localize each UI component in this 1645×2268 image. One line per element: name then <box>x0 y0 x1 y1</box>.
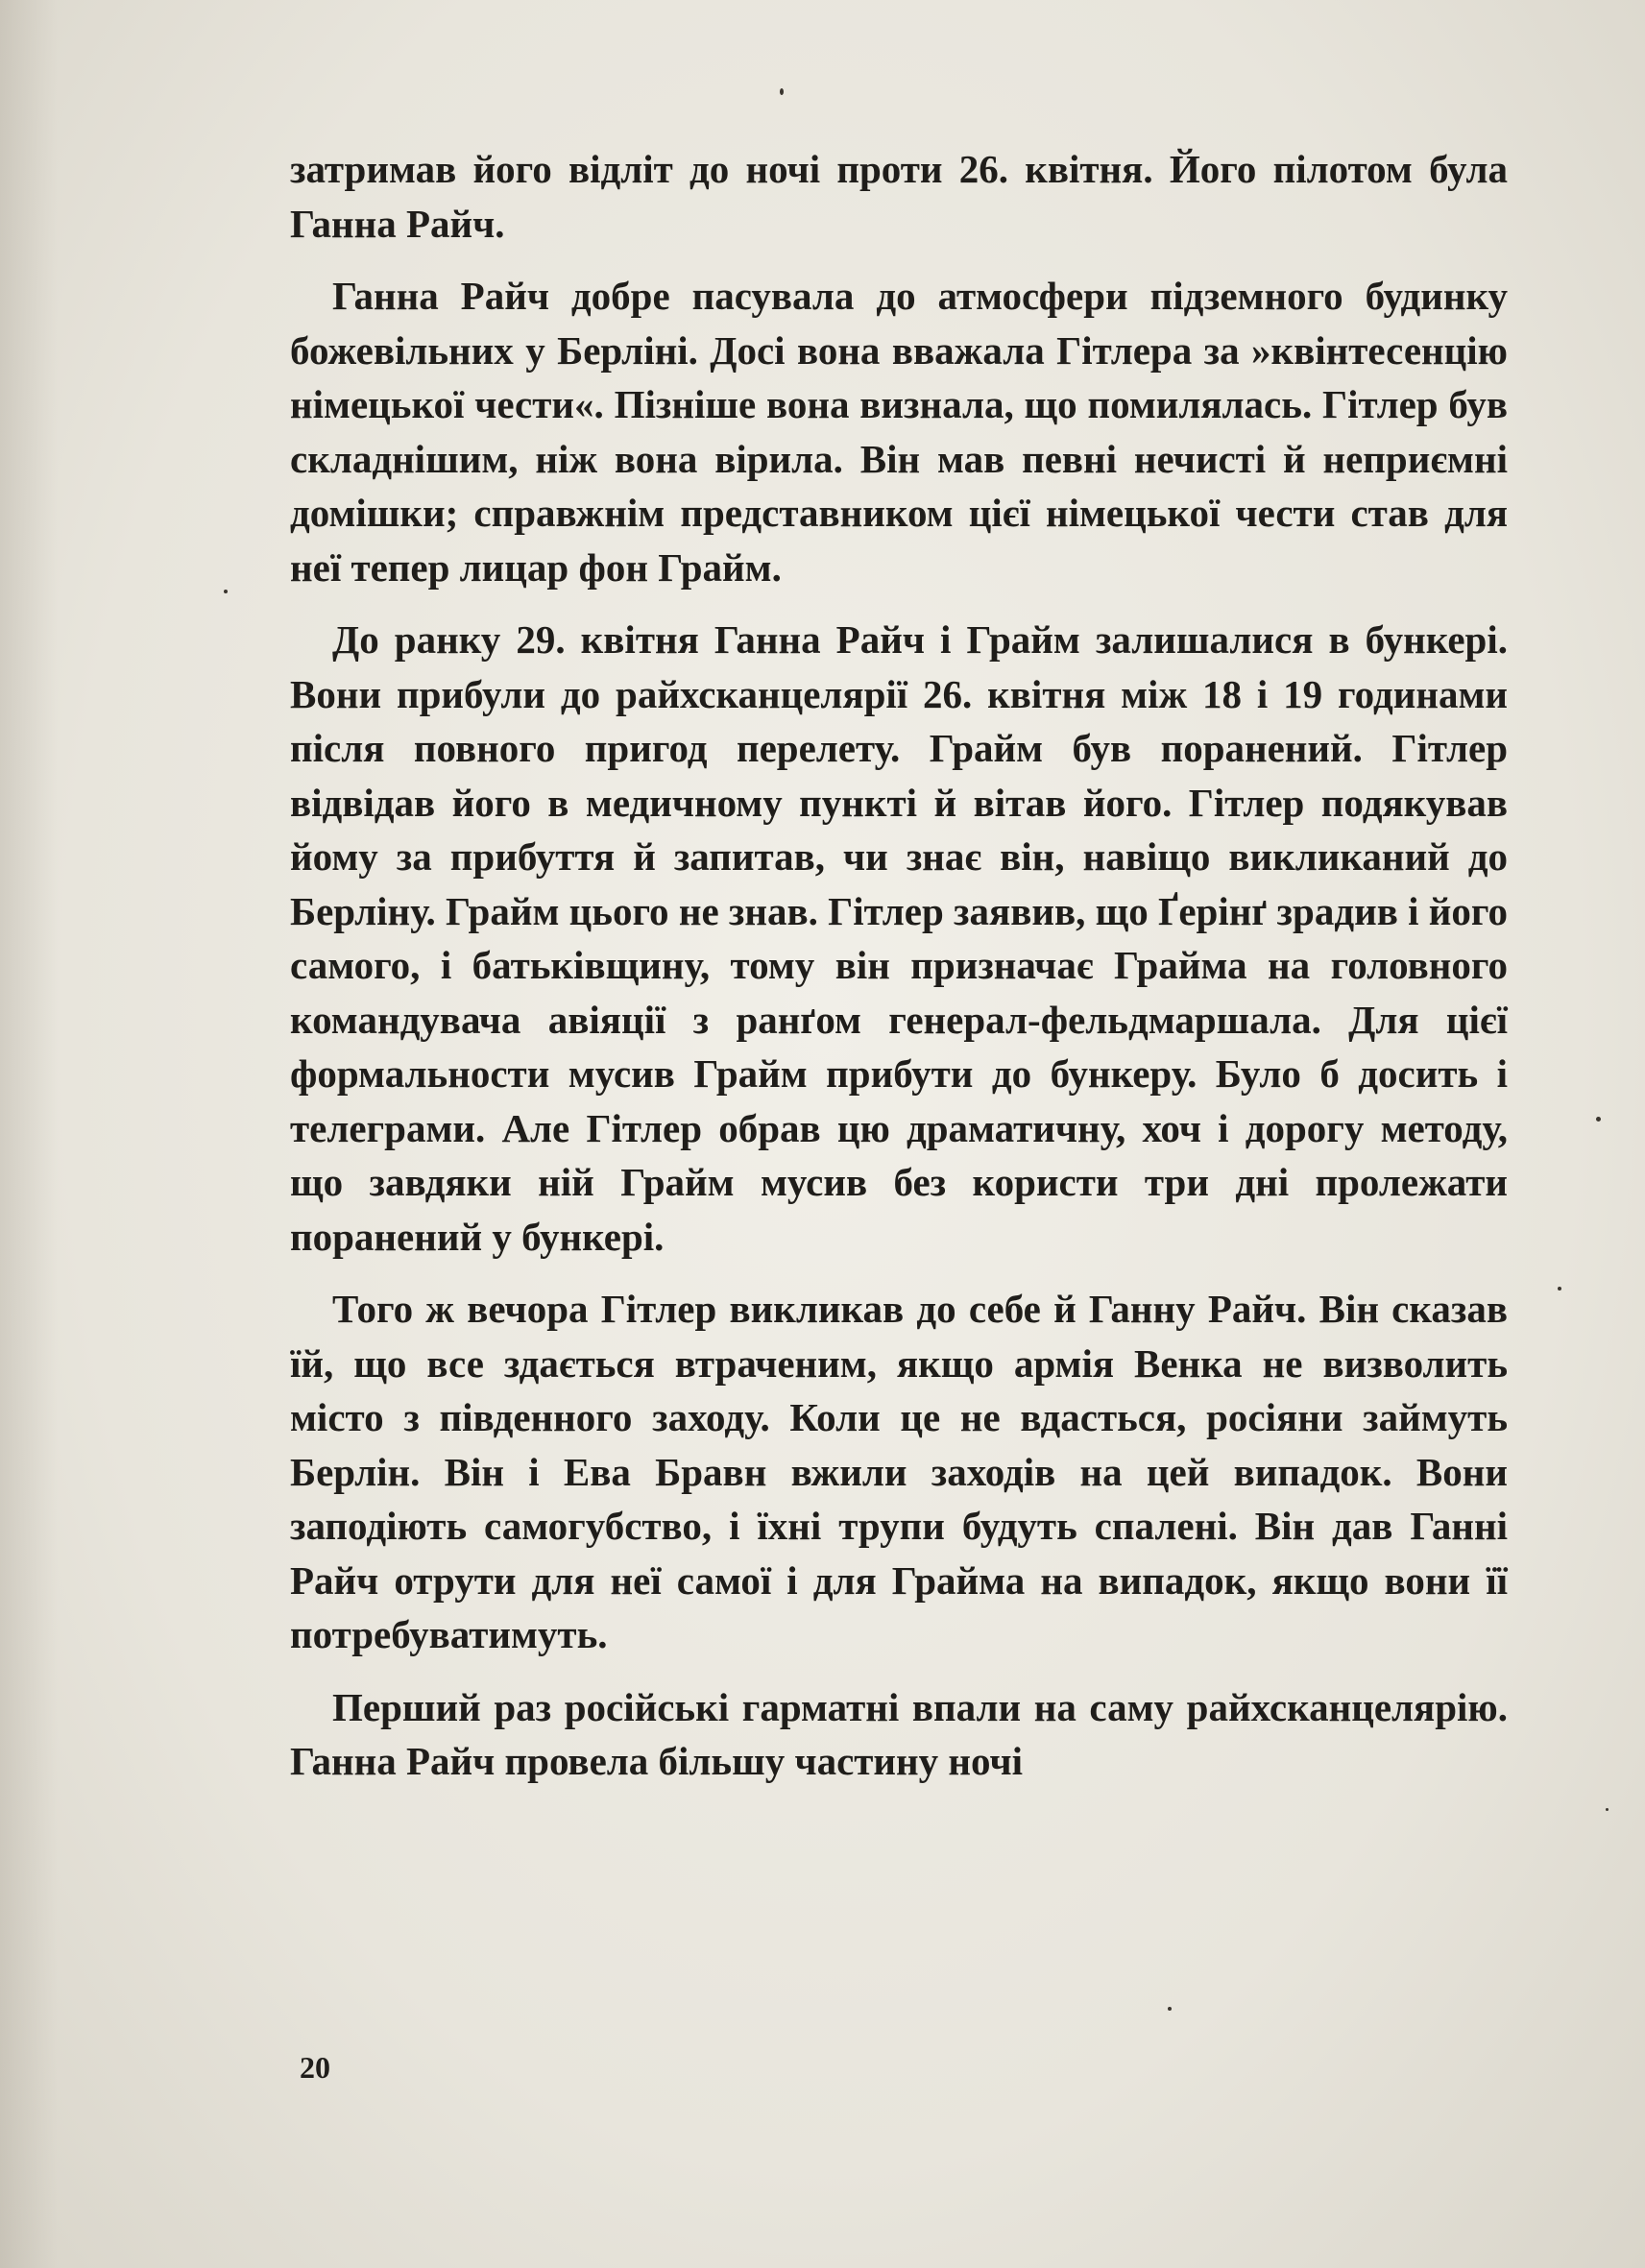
paragraph-3: До ранку 29. квітня Ганна Райч і Грайм залишалися в бункері. Вони прибули до райхсканцелярії 26. квітня між 18 і 19 годинами після повного пригод перелету. Грайм був поранений. Гітлер відвідав його в медичному пункті й вітав його. Гітлер подякував йому за прибуття й запитав, чи знає він, навіщо викликаний до Берліну. Грайм цього не знав. Гітлер заявив, що Ґерінґ зрадив і його самого, і батьківщину, тому він призначає Грайма на головного командувача авіяції з ранґом генерал-фельдмаршала. Для цієї формальности мусив Грайм прибути до бункеру. Було б досить і телеграми. Але Гітлер обрав цю драматичну, хоч і дорогу методу, що завдяки ній Грайм мусив без користи три дні пролежати поранений у бункері. <box>290 617 1508 1259</box>
paragraph-4: Того ж вечора Гітлер викликав до себе й Ганну Райч. Він сказав їй, що все здається втраченим, якщо армія Венка не визволить місто з південного заходу. Коли це не вдасться, росіяни займуть Берлін. Він і Ева Бравн вжили заходів на цей випадок. Вони заподіють самогубство, і їхні трупи будуть спалені. Він дав Ганні Райч отрути для неї самої і для Грайма на випадок, якщо вони її потребуватимуть. <box>290 1287 1508 1656</box>
paper-speck <box>1168 2007 1172 2011</box>
paragraph-2: Ганна Райч добре пасувала до атмосфери підземного будинку божевільних у Берліні. Досі вона вважала Гітлера за »квінтесенцію німецької чести«. Пізніше вона визнала, що помилялась. Гітлер був складнішим, ніж вона вірила. Він мав певні нечисті й неприємні домішки; справжнім представником цієї німецької чести став для неї тепер лицар фон Грайм. <box>290 274 1508 590</box>
paragraph-1: затримав його відліт до ночі проти 26. квітня. Його пілотом була Ганна Райч. <box>290 147 1508 246</box>
page-number: 20 <box>300 2050 330 2085</box>
body-text <box>290 142 1508 1807</box>
paper-speck <box>224 590 228 593</box>
paragraph-5: Перший раз російські гарматні впали на саму райхсканцелярію. Ганна Райч провела більшу частину ночі <box>290 1684 1508 1783</box>
paper-speck <box>1558 1287 1561 1291</box>
paper-speck <box>780 88 784 95</box>
page-edge-shadow <box>0 0 58 2268</box>
paper-speck <box>1596 1117 1601 1122</box>
paper-speck <box>1606 1808 1609 1811</box>
